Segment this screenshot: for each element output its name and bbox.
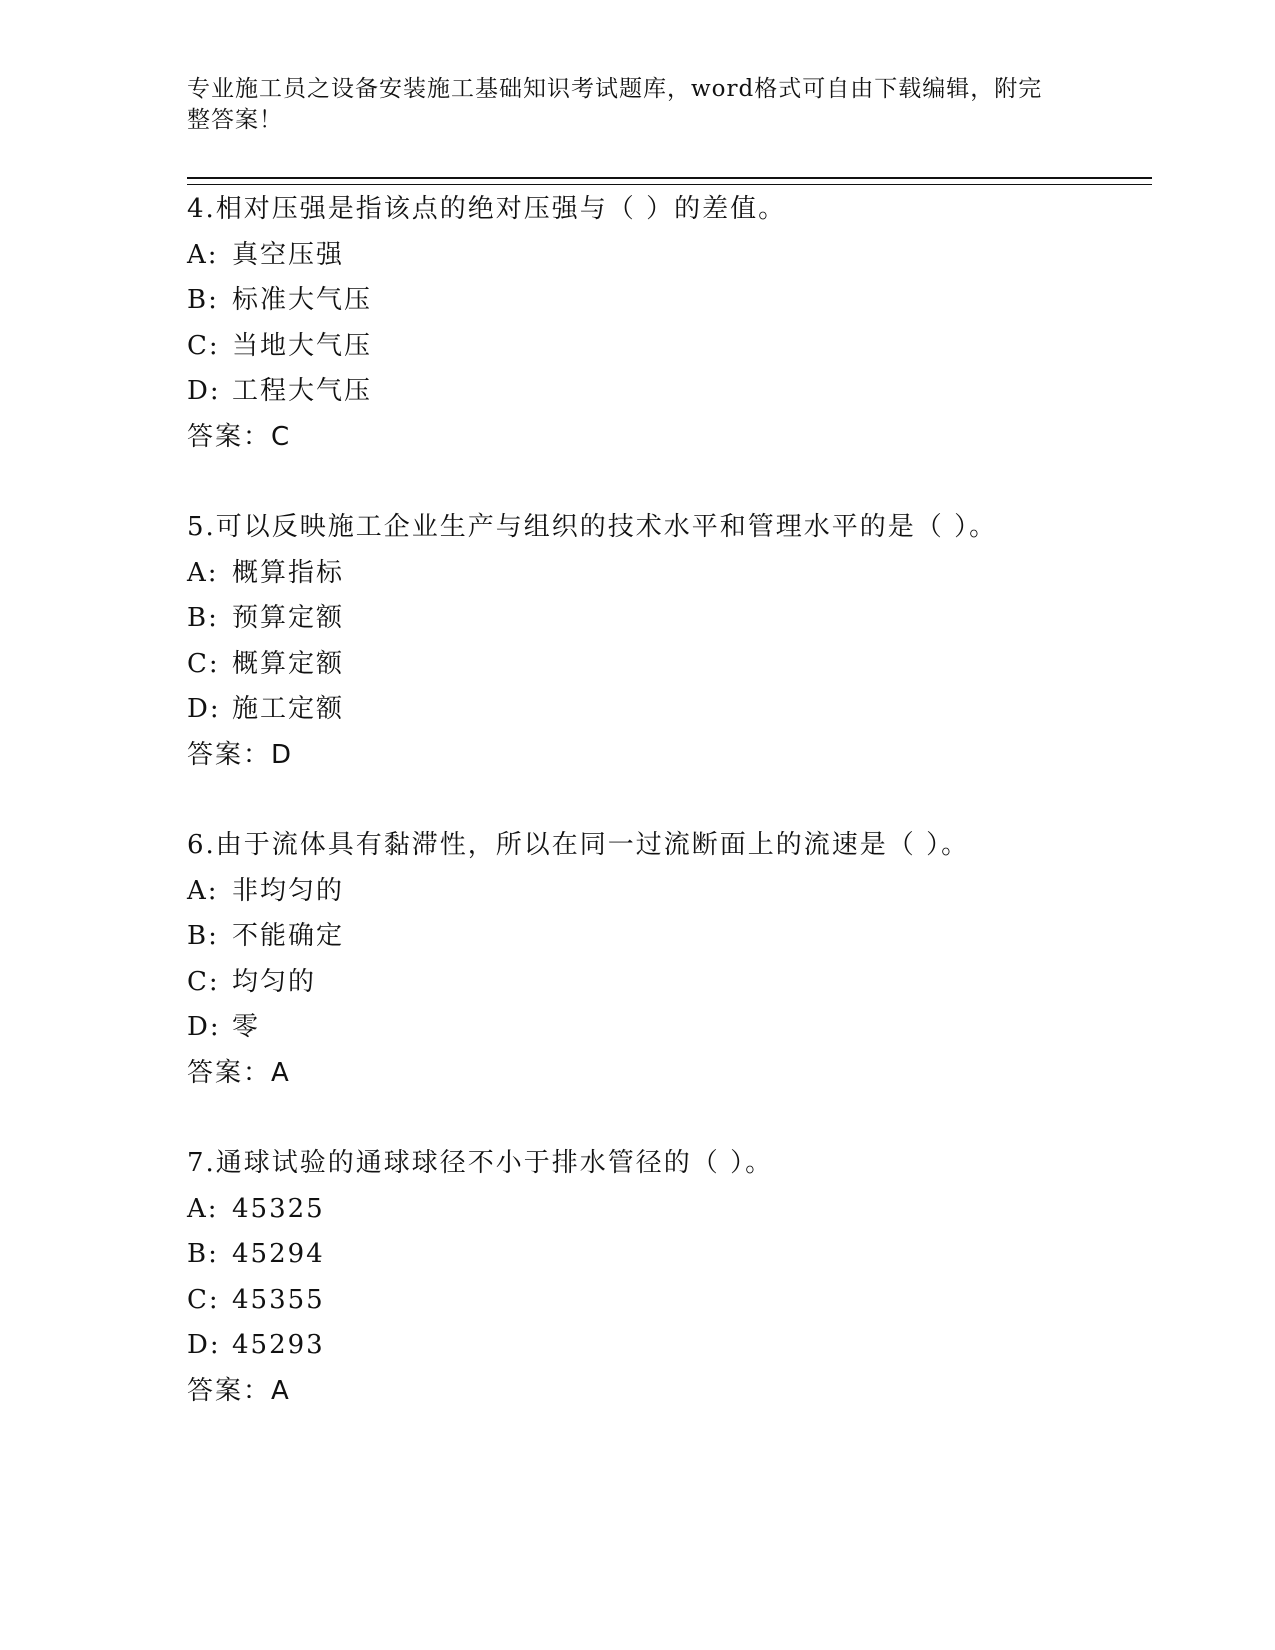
- question-title: 6.由于流体具有黏滞性，所以在同一过流断面上的流速是（ ）。: [187, 830, 970, 860]
- option-key: A:: [187, 557, 219, 588]
- option-text: 45294: [232, 1239, 325, 1269]
- option-key: B:: [187, 285, 219, 315]
- header-line-1: 专业施工员之设备安装施工基础知识考试题库，word格式可自由下载编辑，附完: [187, 76, 1043, 102]
- option-key: D:: [187, 1012, 221, 1042]
- question-6: [187, 823, 1187, 1141]
- option-key: C:: [187, 966, 220, 997]
- question-title: 7.通球试验的通球球径不小于排水管径的（ ）。: [187, 1148, 774, 1178]
- option-text: 工程大气压: [232, 376, 373, 406]
- question-5: [187, 505, 1187, 823]
- spacer: [187, 778, 1187, 823]
- option-text: 45325: [232, 1193, 325, 1224]
- document-header: [187, 74, 1067, 136]
- option-key: A:: [187, 875, 219, 906]
- option-c: [187, 324, 1187, 370]
- option-d: [187, 1005, 1187, 1051]
- question-title: 4.相对压强是指该点的绝对压强与（ ）的差值。: [187, 194, 787, 224]
- option-key: B:: [187, 603, 219, 633]
- option-text: 概算定额: [232, 648, 345, 679]
- option-key: D:: [187, 1330, 221, 1360]
- option-c: [187, 1278, 1187, 1324]
- option-d: [187, 687, 1187, 733]
- option-text: 均匀的: [232, 966, 317, 997]
- option-text: 非均匀的: [232, 875, 345, 906]
- spacer: [187, 460, 1187, 505]
- option-a: [187, 233, 1187, 279]
- option-text: 施工定额: [232, 694, 345, 724]
- option-key: B:: [187, 921, 219, 951]
- option-a: [187, 551, 1187, 597]
- option-text: 不能确定: [232, 921, 345, 951]
- option-b: [187, 1232, 1187, 1278]
- option-key: C:: [187, 648, 220, 679]
- option-text: 标准大气压: [232, 285, 373, 315]
- option-key: D:: [187, 376, 221, 406]
- question-title: 5.可以反映施工企业生产与组织的技术水平和管理水平的是（ ）。: [187, 512, 998, 542]
- option-b: [187, 596, 1187, 642]
- option-c: [187, 642, 1187, 688]
- question-7: [187, 1141, 1187, 1414]
- option-key: B:: [187, 1239, 219, 1269]
- option-a: [187, 869, 1187, 915]
- question-4: [187, 187, 1187, 505]
- option-text: 当地大气压: [232, 330, 373, 361]
- option-key: A:: [187, 239, 219, 270]
- answer: 答案：C: [187, 421, 292, 452]
- option-text: 零: [232, 1012, 261, 1042]
- option-a: [187, 1187, 1187, 1233]
- option-text: 45355: [232, 1284, 325, 1315]
- option-text: 45293: [232, 1330, 325, 1360]
- option-b: [187, 914, 1187, 960]
- option-key: D:: [187, 694, 221, 724]
- option-text: 概算指标: [232, 557, 345, 588]
- option-d: [187, 1323, 1187, 1369]
- header-line-2: 整答案！: [187, 107, 283, 133]
- answer: 答案：A: [187, 1057, 291, 1088]
- option-text: 真空压强: [232, 239, 345, 270]
- option-key: C:: [187, 1284, 220, 1315]
- option-c: [187, 960, 1187, 1006]
- spacer: [187, 1096, 1187, 1141]
- header-divider: [187, 177, 1152, 185]
- question-list: [187, 187, 1187, 1414]
- option-text: 预算定额: [232, 603, 345, 633]
- answer: 答案：A: [187, 1375, 291, 1406]
- option-b: [187, 278, 1187, 324]
- answer: 答案：D: [187, 739, 294, 770]
- option-d: [187, 369, 1187, 415]
- option-key: C:: [187, 330, 220, 361]
- option-key: A:: [187, 1193, 219, 1224]
